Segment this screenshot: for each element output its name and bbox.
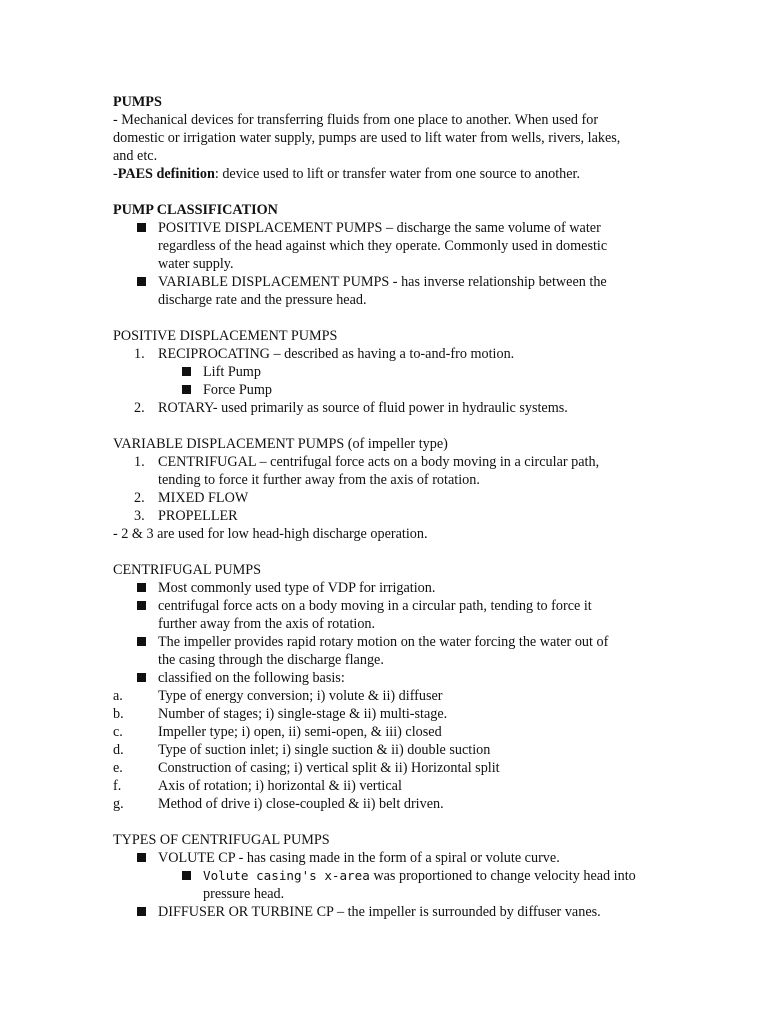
list-item-text: Number of stages; i) single-stage & ii) multi-stage. [158,706,448,722]
pumps-description-line-3: and etc. [113,148,158,164]
list-number: 2. [134,400,145,416]
square-bullet-icon [137,223,146,232]
square-bullet-icon [137,907,146,916]
list-item-text: Most commonly used type of VDP for irrigation. [158,580,436,596]
lettered-list-item [113,741,673,759]
list-item-text: classified on the following basis: [158,670,345,686]
pumps-description-line-2: domestic or irrigation water supply, pumps are used to lift water from wells, rivers, lakes, [113,130,621,146]
square-bullet-icon [137,637,146,646]
types-bullet-volute [113,849,673,867]
square-bullet-icon [137,601,146,610]
section-title-types: TYPES OF CENTRIFUGAL PUMPS [113,832,330,848]
paes-definition [113,165,673,183]
list-item-text: centrifugal force acts on a body moving in a circular path, tending to force it [158,598,592,614]
types-bullet-diffuser [113,903,673,921]
square-bullet-icon [137,673,146,682]
list-letter: f. [113,778,122,794]
list-item-text: Lift Pump [203,364,261,380]
list-item-text: Impeller type; i) open, ii) semi-open, & iii) closed [158,724,442,740]
paes-prefix: - [113,166,118,182]
list-item-text: Construction of casing; i) vertical split & ii) Horizontal split [158,760,500,776]
list-letter: a. [113,688,123,704]
lettered-list-item [113,705,673,723]
list-item-text: CENTRIFUGAL – centrifugal force acts on a body moving in a circular path, [158,454,600,470]
list-item-text: discharge rate and the pressure head. [158,292,367,308]
list-item-text: pressure head. [203,886,285,902]
document-body [113,93,673,921]
list-item-text [203,867,673,885]
paes-label: PAES definition [117,166,215,182]
types-sub-volute-casing [113,867,673,903]
list-item-text: Force Pump [203,382,272,398]
square-bullet-icon [182,367,191,376]
vdp-item-centrifugal [113,453,673,489]
lettered-list-item [113,723,673,741]
centrifugal-bullet [113,597,673,633]
section-title-vdp: VARIABLE DISPLACEMENT PUMPS (of impeller type) [113,436,448,452]
square-bullet-icon [137,853,146,862]
square-bullet-icon [182,385,191,394]
lettered-list-item [113,795,673,813]
list-item-text: POSITIVE DISPLACEMENT PUMPS – discharge the same volume of water [158,220,601,236]
square-bullet-icon [182,871,191,880]
section-title-classification: PUMP CLASSIFICATION [113,202,278,218]
paes-text: : device used to lift or transfer water from one source to another. [214,166,581,182]
list-item-text: tending to force it further away from the axis of rotation. [158,472,480,488]
list-letter: e. [113,760,123,776]
vdp-item-mixed-flow [113,489,673,507]
centrifugal-bullet [113,579,673,597]
list-item-text: ROTARY- used primarily as source of fluid power in hydraulic systems. [158,400,568,416]
vdp-note: - 2 & 3 are used for low head-high discharge operation. [113,526,428,542]
centrifugal-bullet [113,633,673,669]
list-item-text: MIXED FLOW [158,490,249,506]
list-item-text: The impeller provides rapid rotary motion on the water forcing the water out of [158,634,609,650]
square-bullet-icon [137,277,146,286]
lettered-list-item [113,777,673,795]
pdp-item-rotary [113,399,673,417]
centrifugal-bullet [113,669,673,687]
lettered-list-item [113,687,673,705]
list-item-text: PROPELLER [158,508,238,524]
list-number: 2. [134,490,145,506]
pdp-sub-force-pump [113,381,673,399]
list-letter: g. [113,796,124,812]
list-item-text: VARIABLE DISPLACEMENT PUMPS - has inverse relationship between the [158,274,607,290]
volute-casing-rest: was proportioned to change velocity head into [369,868,636,884]
list-number: 3. [134,508,145,524]
list-item-text: further away from the axis of rotation. [158,616,376,632]
list-item-text: RECIPROCATING – described as having a to-and-fro motion. [158,346,515,362]
lettered-list-item [113,759,673,777]
list-item-text: Axis of rotation; i) horizontal & ii) vertical [158,778,402,794]
list-item-text: the casing through the discharge flange. [158,652,384,668]
list-letter: d. [113,742,124,758]
list-letter: b. [113,706,124,722]
list-item-text: water supply. [158,256,234,272]
section-title-pumps: PUMPS [113,94,162,110]
section-title-pdp: POSITIVE DISPLACEMENT PUMPS [113,328,338,344]
classification-item-variable [113,273,673,309]
vdp-item-propeller [113,507,673,525]
list-item-text: Type of suction inlet; i) single suction & ii) double suction [158,742,491,758]
pdp-sub-lift-pump [113,363,673,381]
list-number: 1. [134,346,145,362]
pdp-item-reciprocating [113,345,673,363]
list-item-text: Method of drive i) close-coupled & ii) belt driven. [158,796,444,812]
list-number: 1. [134,454,145,470]
list-item-text: VOLUTE CP - has casing made in the form of a spiral or volute curve. [158,850,560,866]
square-bullet-icon [137,583,146,592]
classification-item-positive [113,219,673,273]
section-title-centrifugal: CENTRIFUGAL PUMPS [113,562,262,578]
pumps-description-line-1: - Mechanical devices for transferring fluids from one place to another. When used for [113,112,599,128]
list-letter: c. [113,724,123,740]
volute-casing-term: Volute casing's x-area [203,868,370,883]
list-item-text: Type of energy conversion; i) volute & ii) diffuser [158,688,443,704]
list-item-text: DIFFUSER OR TURBINE CP – the impeller is surrounded by diffuser vanes. [158,904,601,920]
list-item-text: regardless of the head against which they operate. Commonly used in domestic [158,238,608,254]
